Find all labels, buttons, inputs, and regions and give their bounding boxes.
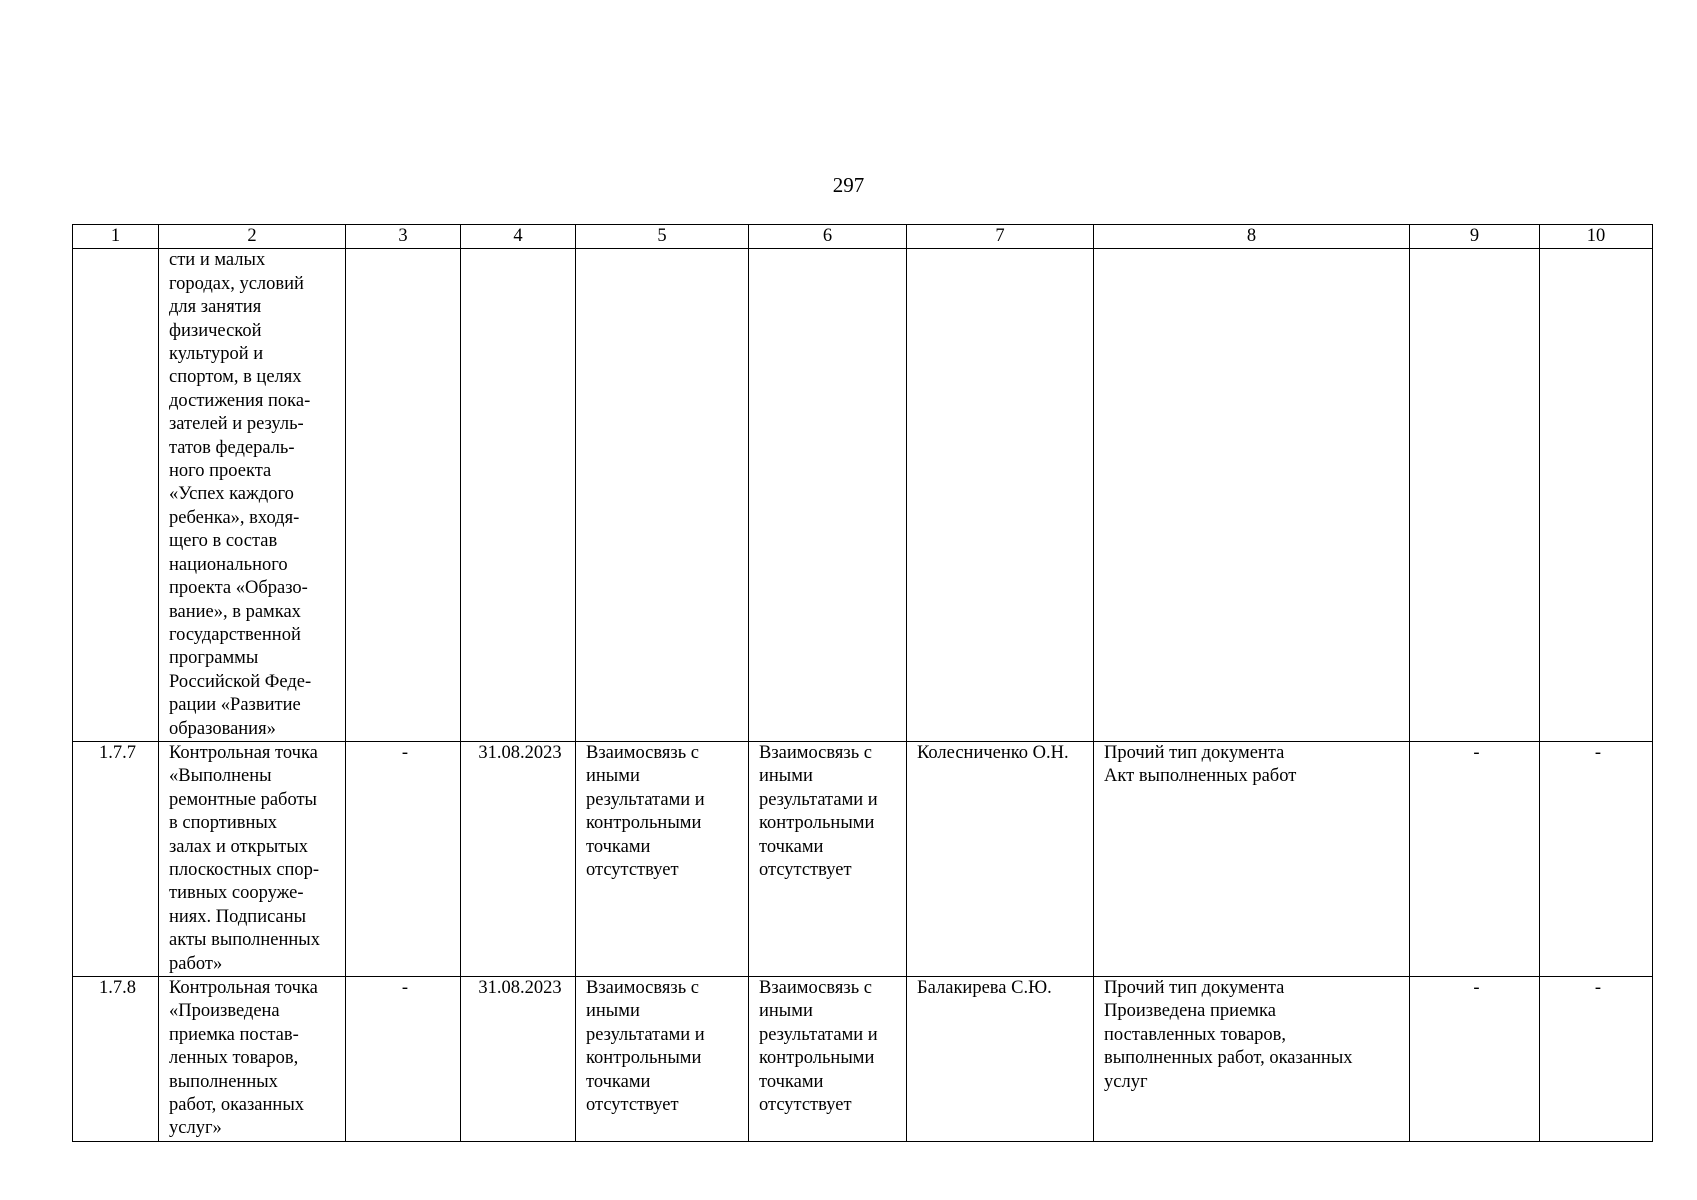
column-header: 5	[576, 225, 749, 249]
table-row	[73, 741, 1653, 976]
cell-number: 1.7.8	[73, 977, 159, 1142]
page-number: 297	[832, 173, 865, 197]
cell-col6	[749, 249, 907, 742]
cell-col9: -	[1410, 977, 1540, 1142]
column-header: 1	[73, 225, 159, 249]
cell-col10: -	[1540, 977, 1653, 1142]
column-header: 4	[461, 225, 576, 249]
cell-document	[1094, 249, 1410, 742]
cell-document: Прочий тип документа Акт выполненных работ	[1094, 741, 1410, 976]
cell-responsible: Колесниченко О.Н.	[907, 741, 1094, 976]
cell-col5: Взаимосвязь с иными результатами и контрольными точками отсутствует	[576, 977, 749, 1142]
cell-name: Контрольная точка «Выполнены ремонтные работы в спортивных залах и открытых плоскостных спор- тивных сооруже- ниях. Подписаны акты выполненных работ»	[159, 741, 346, 976]
cell-col6: Взаимосвязь с иными результатами и контрольными точками отсутствует	[749, 741, 907, 976]
cell-responsible	[907, 249, 1094, 742]
cell-name: сти и малых городах, условий для занятия физической культурой и спортом, в целях достижения пока- зателей и резуль- татов федераль- ного проекта «Успех каждого ребенка», входя- щего в состав национального проекта «Образо- вание», в рамках государственной программы Российской Феде- рации «Развитие образования»	[159, 249, 346, 742]
cell-name: Контрольная точка «Произведена приемка постав- ленных товаров, выполненных работ, оказанных услуг»	[159, 977, 346, 1142]
cell-col10	[1540, 249, 1653, 742]
cell-number: 1.7.7	[73, 741, 159, 976]
column-header: 9	[1410, 225, 1540, 249]
control-points-table	[72, 224, 1653, 1142]
column-header: 10	[1540, 225, 1653, 249]
column-header: 6	[749, 225, 907, 249]
column-header: 2	[159, 225, 346, 249]
cell-col5: Взаимосвязь с иными результатами и контрольными точками отсутствует	[576, 741, 749, 976]
column-header: 8	[1094, 225, 1410, 249]
cell-col10: -	[1540, 741, 1653, 976]
cell-number	[73, 249, 159, 742]
cell-document: Прочий тип документа Произведена приемка поставленных товаров, выполненных работ, оказанных услуг	[1094, 977, 1410, 1142]
cell-date	[461, 249, 576, 742]
cell-col3: -	[346, 977, 461, 1142]
table-row	[73, 977, 1653, 1142]
table-row	[73, 249, 1653, 742]
cell-col9: -	[1410, 741, 1540, 976]
cell-date: 31.08.2023	[461, 977, 576, 1142]
cell-col3	[346, 249, 461, 742]
cell-col6: Взаимосвязь с иными результатами и контрольными точками отсутствует	[749, 977, 907, 1142]
cell-responsible: Балакирева С.Ю.	[907, 977, 1094, 1142]
cell-date: 31.08.2023	[461, 741, 576, 976]
column-header: 7	[907, 225, 1094, 249]
cell-col9	[1410, 249, 1540, 742]
cell-col3: -	[346, 741, 461, 976]
cell-col5	[576, 249, 749, 742]
table-header-row	[73, 225, 1653, 249]
column-header: 3	[346, 225, 461, 249]
